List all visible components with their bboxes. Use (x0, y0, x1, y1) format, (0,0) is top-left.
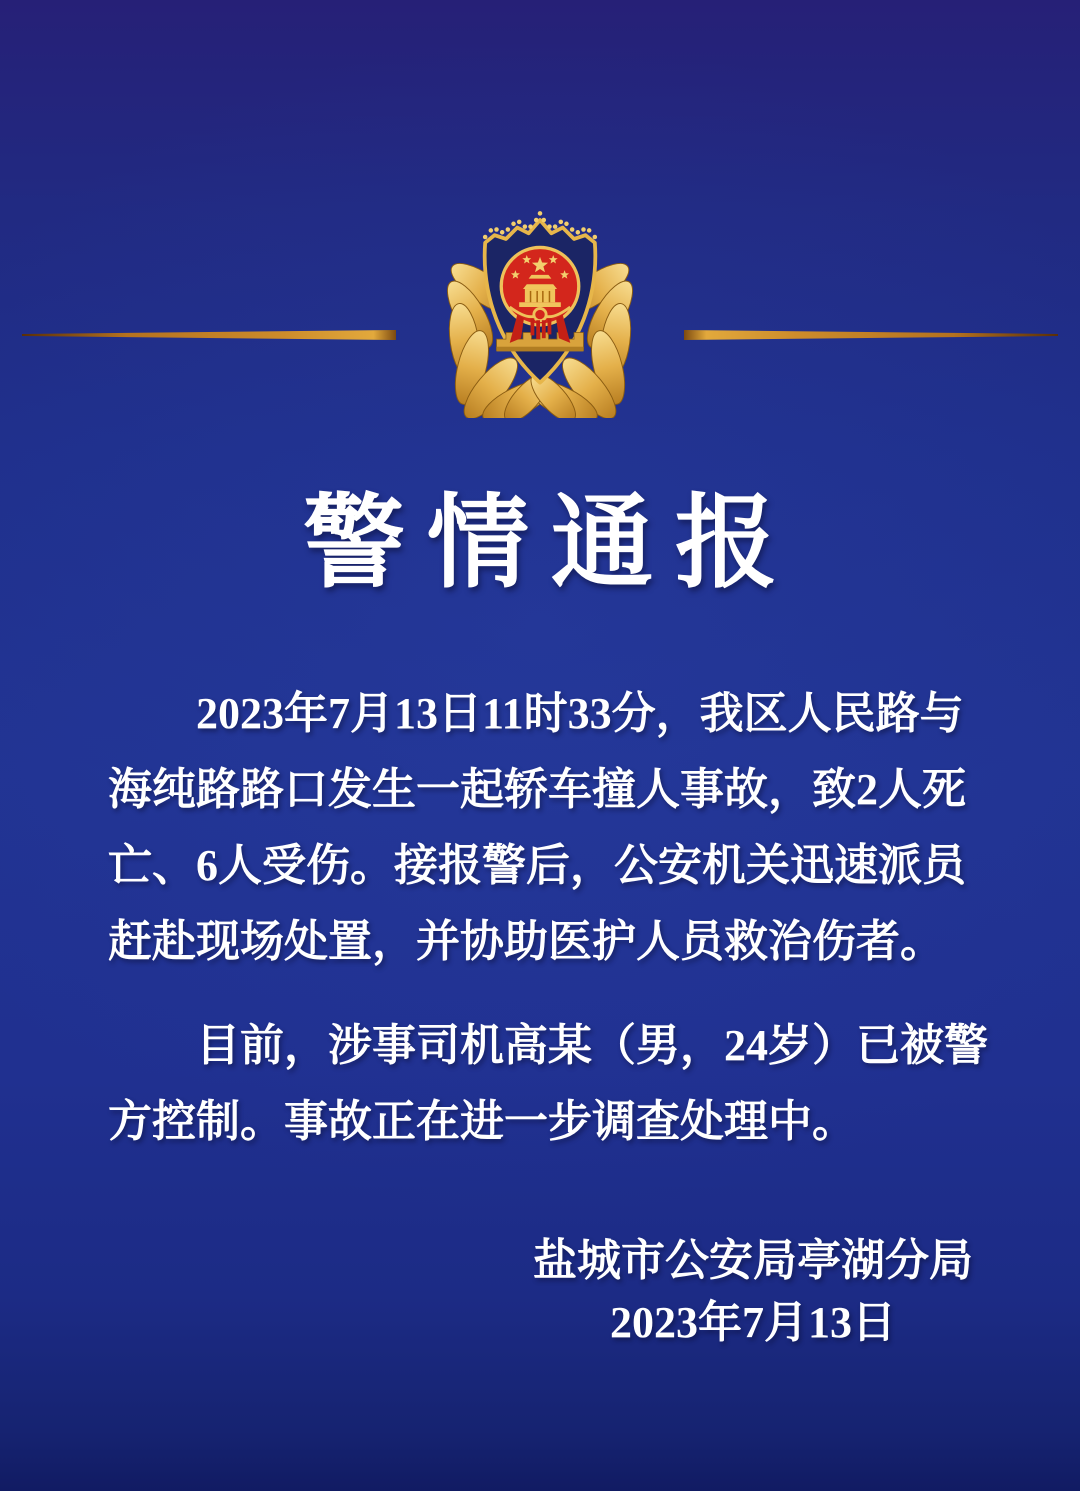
body-line: 海纯路路口发生一起轿车撞人事故，致2人死 (108, 765, 966, 814)
signature-date: 2023年7月13日 (610, 1298, 896, 1347)
notice-title: 警情通报 (303, 488, 799, 601)
body-line: 赶赴现场处置，并协助医护人员救治伤者。 (108, 917, 944, 966)
gold-divider-left (22, 330, 396, 340)
signature-agency: 盐城市公安局亭湖分局 (533, 1236, 973, 1285)
signature-block (533, 1230, 973, 1354)
body-line: 2023年7月13日11时33分，我区人民路与 (196, 689, 964, 738)
police-badge-icon (436, 196, 644, 418)
body-line: 目前，涉事司机高某（男，24岁）已被警 (196, 1021, 988, 1070)
body-line: 方控制。事故正在进一步调查处理中。 (108, 1097, 856, 1146)
body-line: 亡、6人受伤。接报警后，公安机关迅速派员 (108, 841, 966, 890)
notice-body (108, 676, 988, 1160)
gold-divider-right (684, 330, 1058, 340)
